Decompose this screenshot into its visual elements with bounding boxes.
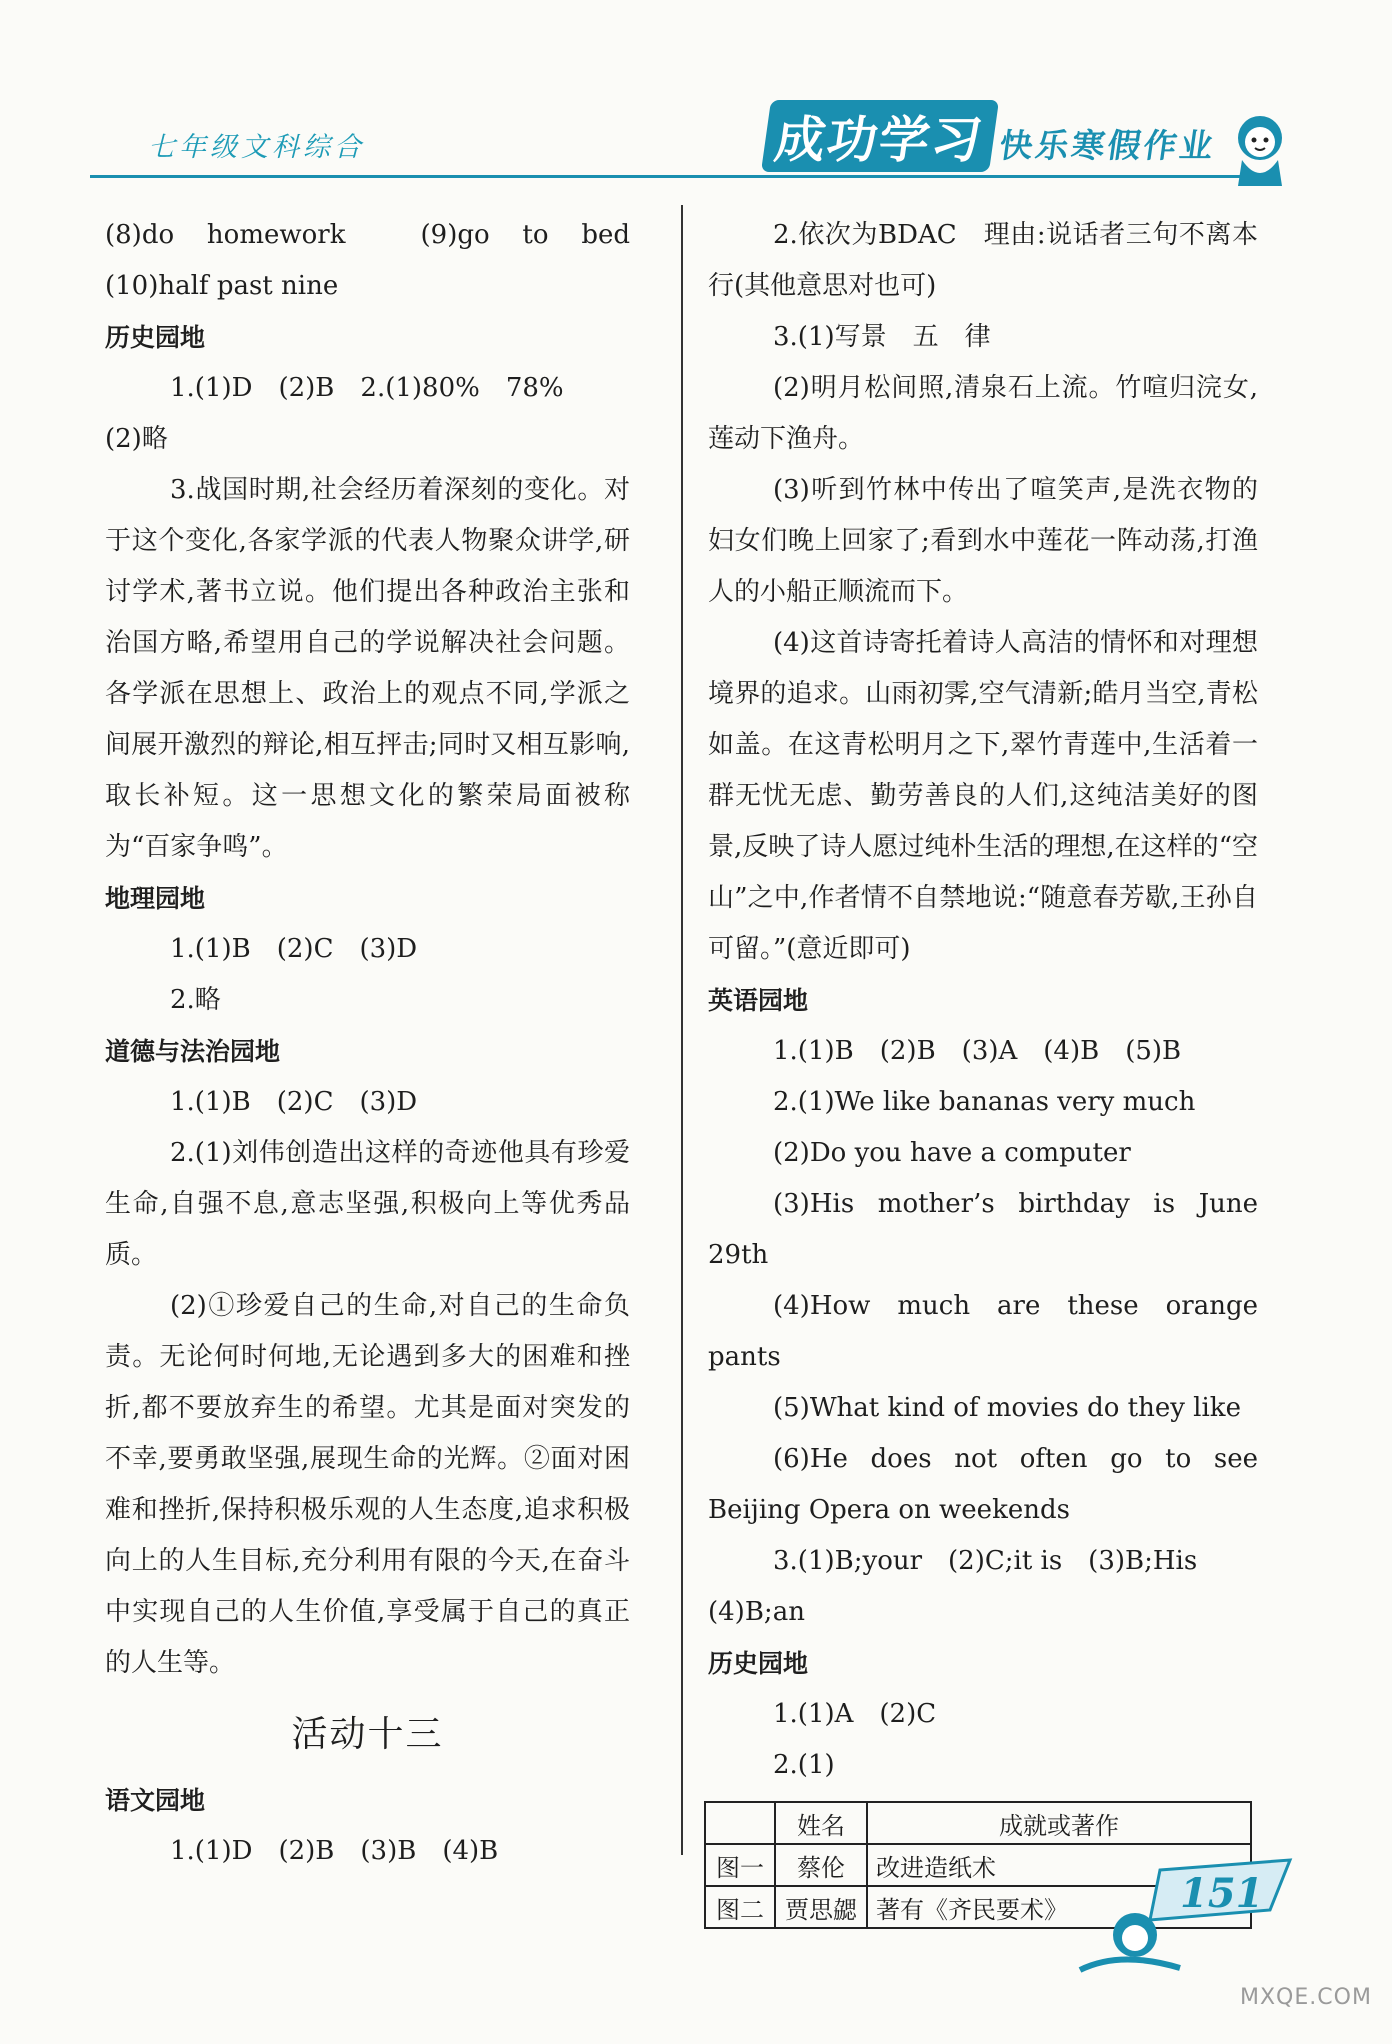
answer-paragraph: (2)①珍爱自己的生命,对自己的生命负责。无论何时何地,无论遇到多大的困难和挫折,都不要放弃生的希望。尤其是面对突发的不幸,要勇敢坚强,展现生命的光辉。②面对困难和挫折,保持积极乐观的人生态度,追求积极向上的人生目标,充分利用有限的今天,在奋斗中实现自己的人生价值,享受属于自己的真正的人生等。: [105, 1291, 630, 1678]
answer-paragraph: 1.(1)D (2)B 2.(1)80% 78%: [170, 373, 564, 403]
answer-paragraph: 2.略: [170, 985, 221, 1015]
answer-paragraph: 3.战国时期,社会经历着深刻的变化。对于这个变化,各家学派的代表人物聚众讲学,研讨学术,著书立说。他们提出各种政治主张和治国方略,希望用自己的学说解决社会问题。各学派在思想上、政治上的观点不同,学派之间展开激烈的辩论,相互抨击;同时又相互影响,取长补短。这一思想文化的繁荣局面被称为“百家争鸣”。: [105, 475, 630, 862]
section-heading: 地理园地: [105, 884, 206, 913]
page-number: 151: [1180, 1870, 1264, 1917]
answer-paragraph: (2)略: [105, 424, 168, 454]
mascot-icon: [1220, 108, 1300, 188]
table-header-cell: [705, 1802, 775, 1844]
table-cell: 著有《齐民要术》: [867, 1886, 1251, 1928]
section-heading: 语文园地: [105, 1786, 206, 1815]
right-column: [708, 210, 1258, 1929]
right-column-content: [708, 210, 1258, 1791]
section-heading: 英语园地: [708, 986, 809, 1015]
table-cell: 图一: [705, 1844, 775, 1886]
answer-paragraph: (6)He does not often go to see Beijing Opera on weekends: [708, 1444, 1258, 1525]
answer-paragraph: (4)B;an: [708, 1597, 805, 1627]
answer-paragraph: (2)明月松间照,清泉石上流。竹喧归浣女,莲动下渔舟。: [708, 373, 1258, 454]
answer-paragraph: 1.(1)B (2)C (3)D: [170, 1087, 418, 1117]
subject-label: 七年级文科综合: [148, 132, 365, 163]
brand-title: 成功学习: [761, 100, 999, 172]
table-header-row: [705, 1802, 1251, 1844]
column-divider: [681, 205, 683, 1855]
answer-paragraph: 3.(1)写景 五 律: [773, 322, 991, 352]
table-cell: 蔡伦: [775, 1844, 867, 1886]
page-header: [0, 0, 1392, 190]
answer-paragraph: 2.(1)刘伟创造出这样的奇迹他具有珍爱生命,自强不息,意志坚强,积极向上等优秀品质。: [105, 1138, 630, 1270]
answer-paragraph: (3)His mother’s birthday is June 29th: [708, 1189, 1258, 1270]
table-cell: 贾思勰: [775, 1886, 867, 1928]
section-heading: 历史园地: [708, 1649, 809, 1678]
table-cell: 图二: [705, 1886, 775, 1928]
answer-paragraph: 3.(1)B;your (2)C;it is (3)B;His: [773, 1546, 1198, 1576]
answer-paragraph: 2.(1)We like bananas very much: [773, 1087, 1196, 1117]
answer-paragraph: (8)do homework (9)go to bed (10)half past nine: [105, 220, 657, 301]
section-heading: 道德与法治园地: [105, 1037, 281, 1066]
answer-paragraph: 1.(1)D (2)B (3)B (4)B: [170, 1836, 499, 1866]
answer-paragraph: (2)Do you have a computer: [773, 1138, 1131, 1168]
answer-paragraph: 2.依次为BDAC 理由:说话者三句不离本行(其他意思对也可): [708, 220, 1258, 301]
table-header-cell: 姓名: [775, 1802, 867, 1844]
answer-paragraph: 2.(1): [773, 1750, 835, 1780]
answer-paragraph: 1.(1)B (2)B (3)A (4)B (5)B: [773, 1036, 1182, 1066]
table-cell: 改进造纸术: [867, 1844, 1251, 1886]
answer-paragraph: (3)听到竹林中传出了喧笑声,是洗衣物的妇女们晚上回家了;看到水中莲花一阵动荡,打渔人的小船正顺流而下。: [708, 475, 1258, 607]
watermark: MXQE.COM: [1240, 1985, 1372, 2010]
answer-paragraph: (4)How much are these orange pants: [708, 1291, 1258, 1372]
table-header-cell: 成就或著作: [867, 1802, 1251, 1844]
header-rule: [90, 175, 1240, 178]
answer-paragraph: (4)这首诗寄托着诗人高洁的情怀和对理想境界的追求。山雨初霁,空气清新;皓月当空,青松如盖。在这青松明月之下,翠竹青莲中,生活着一群无忧无虑、勤劳善良的人们,这纯洁美好的图景,反映了诗人愿过纯朴生活的理想,在这样的“空山”之中,作者情不自禁地说:“随意春芳歇,王孙自可留。”(意近即可): [708, 628, 1258, 964]
answer-paragraph: (5)What kind of movies do they like: [773, 1393, 1241, 1423]
left-column: [105, 210, 657, 1877]
section-heading: 历史园地: [105, 323, 206, 352]
activity-title: 活动十三: [291, 1714, 444, 1755]
answer-paragraph: 1.(1)B (2)C (3)D: [170, 934, 418, 964]
series-title: 快乐寒假作业: [996, 126, 1219, 165]
answer-paragraph: 1.(1)A (2)C: [773, 1699, 937, 1729]
